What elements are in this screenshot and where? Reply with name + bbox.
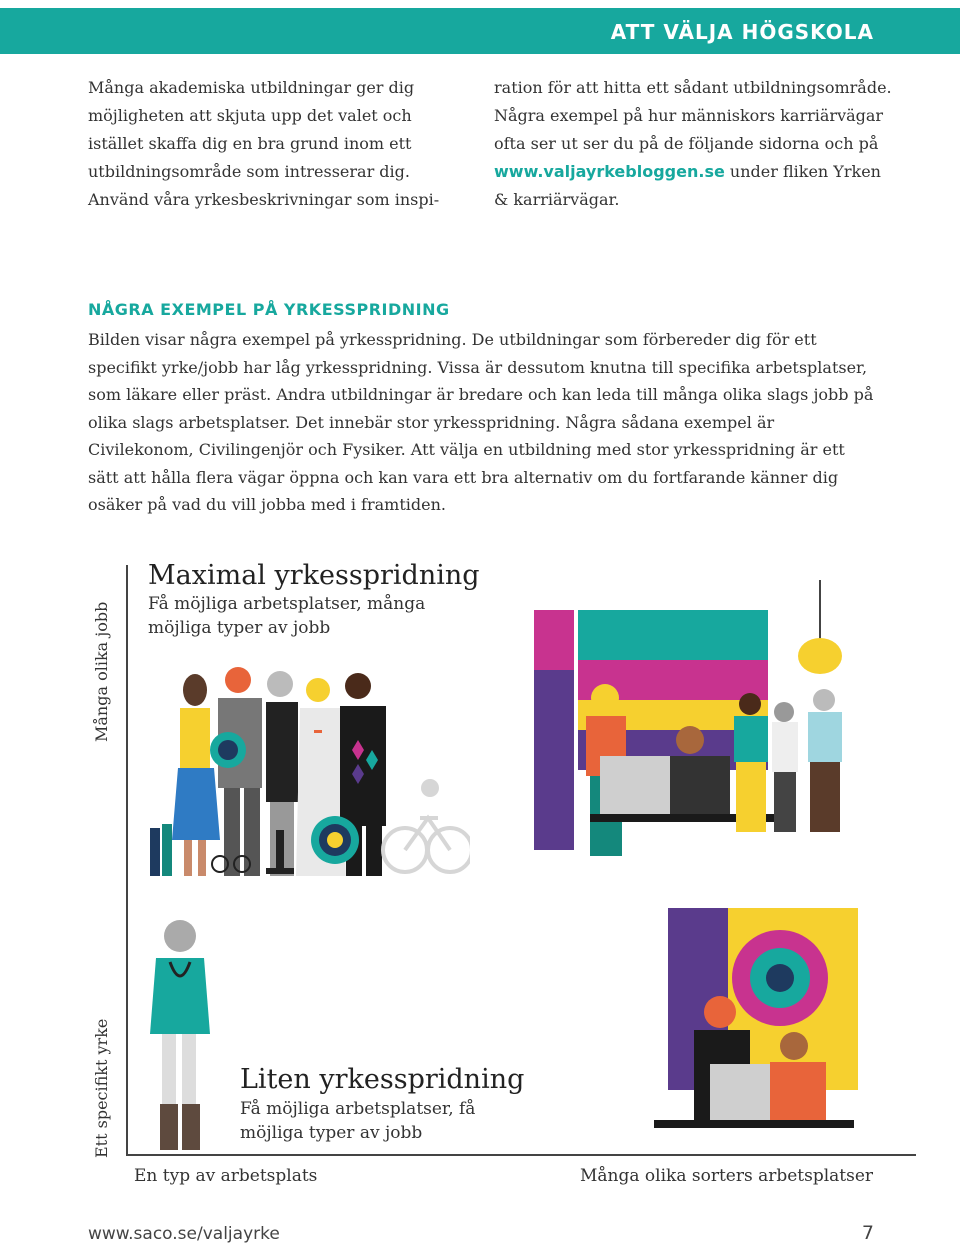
- page-number: 7: [861, 1222, 874, 1244]
- min-spread-subtitle: Få möjliga arbetsplatser, få möjliga typer av jobb: [240, 1099, 476, 1143]
- single-specialist-illustration: [134, 914, 224, 1154]
- header-bar: [0, 8, 960, 54]
- section-heading: NÅGRA EXEMPEL PÅ YRKESSPRIDNING: [88, 300, 450, 319]
- small-office-illustration: [650, 908, 860, 1140]
- min-spread-title: Liten yrkesspridning: [240, 1064, 525, 1095]
- people-group-illustration: [150, 650, 470, 878]
- intro-right-text: ration för att hitta ett sådant utbildningsområde. Några exempel på hur människors karriärvägar ofta ser ut ser du på de följande sidorna och på: [494, 78, 892, 153]
- intro-right-column: [494, 74, 894, 214]
- y-axis-bottom-label: Ett specifikt yrke: [92, 1018, 111, 1158]
- max-spread-title: Maximal yrkesspridning: [148, 560, 480, 591]
- x-axis-right-label: Många olika sorters arbetsplatser: [580, 1166, 874, 1186]
- blog-link[interactable]: www.valjayrkebloggen.se: [494, 162, 725, 181]
- office-scene-illustration: [530, 580, 860, 865]
- figure-y-axis: [126, 565, 128, 1155]
- x-axis-left-label: En typ av arbetsplats: [134, 1166, 318, 1186]
- page-section-title: ATT VÄLJA HÖGSKOLA: [610, 20, 874, 44]
- figure-x-axis: [126, 1154, 916, 1156]
- intro-right-tail: under fliken Yrken & karriärvägar.: [494, 162, 881, 209]
- y-axis-top-label: Många olika jobb: [92, 601, 111, 742]
- section-body: Bilden visar några exempel på yrkesspridning. De utbildningar som förbereder dig för ett specifikt yrke/jobb har låg yrkesspridning. Vissa är dessutom knutna till specifika arbetsplatser, som läkare eller präst. Andra utbildningar är bredare och kan leda till många olika slags jobb på olika slags arbetsplatser. Det innebär stor yrkesspridning. Några sådana exempel är Civilekonom, Civilingenjör och Fysiker. Att välja en utbildning med stor yrkesspridning är ett sätt att hålla flera vägar öppna och kan vara ett bra alternativ om du fortfarande känner dig osäker på vad du vill jobba med i framtiden.: [88, 330, 874, 514]
- intro-left-column: Många akademiska utbildningar ger dig möjligheten att skjuta upp det valet och istället skaffa dig en bra grund inom ett utbildningsområde som intresserar dig. Använd våra yrkesbeskrivningar som inspi-: [88, 78, 440, 209]
- max-spread-subtitle: Få möjliga arbetsplatser, många möjliga typer av jobb: [148, 594, 426, 638]
- footer-url[interactable]: www.saco.se/valjayrke: [88, 1224, 280, 1244]
